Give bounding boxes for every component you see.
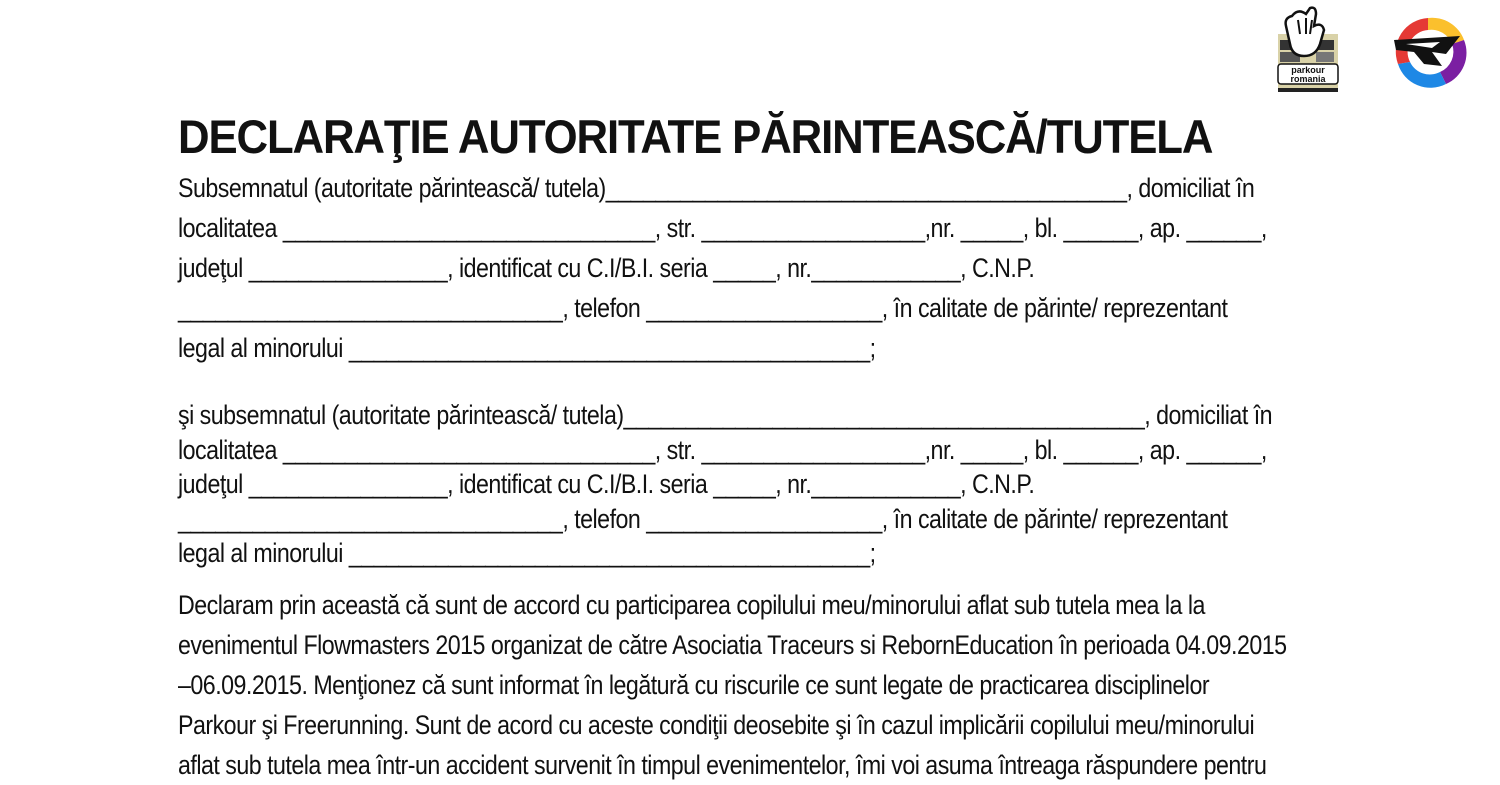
- paragraph-line: evenimentul Flowmasters 2015 organizat de către Asociatia Traceurs si RebornEducation în perioada 04.09.2015: [178, 629, 1287, 660]
- paragraph-line: Parkour şi Freerunning. Sunt de acord cu aceste condiţii deosebite şi în cazul implicării copilului meu/minorului: [178, 709, 1255, 740]
- paragraph-line: –06.09.2015. Menţionez că sunt informat în legătură cu riscurile ce sunt legate de practicarea disciplinelor: [178, 669, 1210, 700]
- declaration-content: [178, 108, 1468, 785]
- form-line: _______________________________, telefon ___________________, în calitate de părinte/ reprezentant: [178, 503, 1228, 534]
- form-line: legal al minorului __________________________________________;: [178, 538, 876, 568]
- svg-text:romania: romania: [1290, 74, 1326, 84]
- form-line: _______________________________, telefon ___________________, în calitate de părinte/ reprezentant: [178, 293, 1228, 323]
- paragraph-line: Declaram prin această că sunt de accord cu participarea copilului meu/minorului aflat sub tutela mea la la: [178, 589, 1205, 620]
- svg-text:parkour: parkour: [1291, 65, 1325, 75]
- section-spacer: [178, 368, 1468, 398]
- form-line: judeţul ________________, identificat cu C.I/B.I. seria _____, nr.____________, C.N.P.: [178, 253, 1035, 283]
- traceurs-logo: [1384, 10, 1472, 94]
- first-parent-section: [178, 168, 1468, 368]
- form-line: localitatea ______________________________, str. __________________,nr. _____, bl. ______, ap. ______,: [178, 213, 1267, 243]
- parkour-romania-logo: [1270, 4, 1346, 100]
- form-line: legal al minorului __________________________________________;: [178, 333, 876, 363]
- logo-bar: [1270, 4, 1472, 100]
- page-title: DECLARAŢIE AUTORITATE PĂRINTEASCĂ/TUTELA: [178, 110, 1213, 163]
- paragraph-line: aflat sub tutela mea într-un accident survenit în timpul evenimentelor, îmi voi asuma întreaga răspundere pentru: [178, 749, 1267, 780]
- form-line: şi subsemnatul (autoritate părintească/ tutela)__________________________________________, domiciliat în: [178, 400, 1273, 430]
- form-line: localitatea ______________________________, str. __________________,nr. _____, bl. ______, ap. ______,: [178, 434, 1267, 465]
- form-line: Subsemnatul (autoritate părintească/ tutela)__________________________________________, domiciliat în: [178, 173, 1255, 203]
- form-line: judeţul ________________, identificat cu C.I/B.I. seria _____, nr.____________, C.N.P.: [178, 469, 1035, 499]
- second-parent-section: [178, 398, 1468, 571]
- declaration-paragraph: [178, 585, 1468, 785]
